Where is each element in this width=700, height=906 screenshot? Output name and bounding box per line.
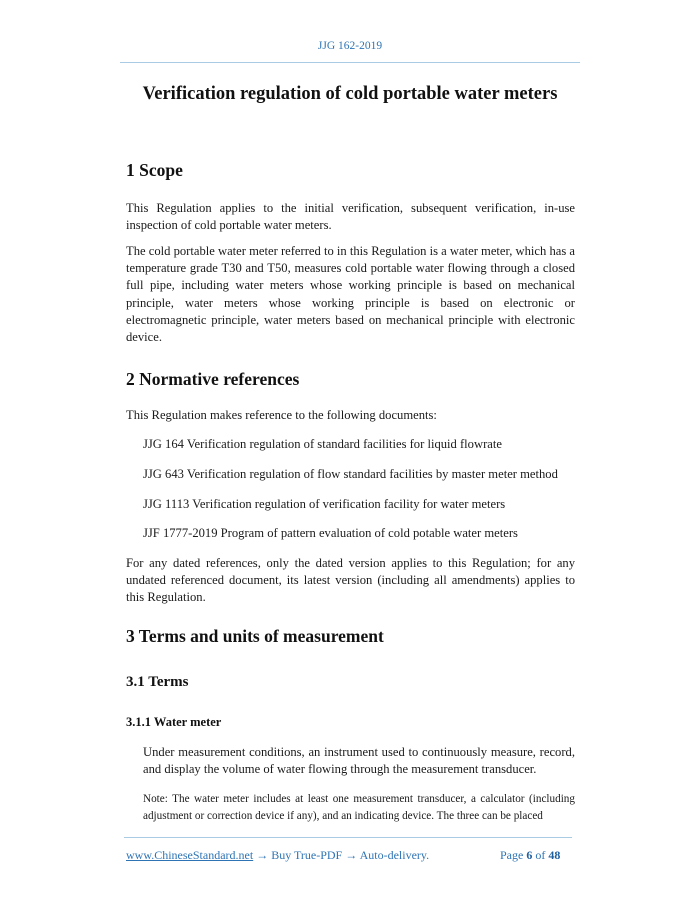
water-meter-definition: Under measurement conditions, an instrument used to continuously measure, record, and display the volume of water flowing through the measurement transducer. (143, 745, 575, 777)
reference-item: JJG 164 Verification regulation of standard facilities for liquid flowrate (143, 437, 502, 451)
page-current: 6 (526, 848, 533, 862)
section-heading-terms-units: 3 Terms and units of measurement (126, 626, 384, 646)
reference-item: JJG 1113 Verification regulation of verification facility for water meters (143, 497, 506, 511)
footer-delivery-text: → Auto-delivery. (345, 848, 430, 862)
header-divider (120, 62, 580, 63)
reference-item: JJG 643 Verification regulation of flow standard facilities by master meter method (143, 467, 558, 481)
footer-buy-text: → Buy True-PDF (253, 848, 346, 862)
subsection-heading-terms: 3.1 Terms (126, 674, 189, 690)
term-heading-water-meter: 3.1.1 Water meter (126, 715, 222, 729)
scope-paragraph-1: This Regulation applies to the initial verification, subsequent verification, in-use inspection of cold portable water meters. (126, 201, 575, 233)
page-label: Page (500, 848, 524, 862)
section-heading-scope: 1 Scope (126, 160, 183, 180)
reference-item: JJF 1777-2019 Program of pattern evaluation of cold potable water meters (143, 526, 518, 540)
page-total: 48 (548, 848, 561, 862)
page-indicator (500, 848, 560, 863)
normative-intro: This Regulation makes reference to the following documents: (126, 408, 437, 422)
footer-divider (124, 837, 572, 838)
footer-promo (126, 848, 429, 863)
chinesestandard-link[interactable]: www.ChineseStandard.net (126, 848, 254, 862)
scope-paragraph-2: The cold portable water meter referred to in this Regulation is a water meter, which has a temperature grade T30 and T50, measures cold portable water flowing through a closed full pipe, including water meters whose working principle is based on mechanical principle, water meters whose working principle is based on electronic or electromagnetic principle, water meters based on mechanical principle with electronic device. (126, 244, 575, 345)
page-of: of (535, 848, 546, 862)
page-header-doc-code: JJG 162-2019 (317, 40, 383, 52)
document-title: Verification regulation of cold portable water meters (142, 84, 558, 104)
section-heading-normative-references: 2 Normative references (126, 369, 300, 389)
normative-closing: For any dated references, only the dated version applies to this Regulation; for any undated referenced document, its latest version (including all amendments) applies to this Regulation. (126, 556, 575, 605)
water-meter-note: Note: The water meter includes at least one measurement transducer, a calculator (including adjustment or correction device if any), and an indicating device. The three can be placed (143, 793, 575, 822)
